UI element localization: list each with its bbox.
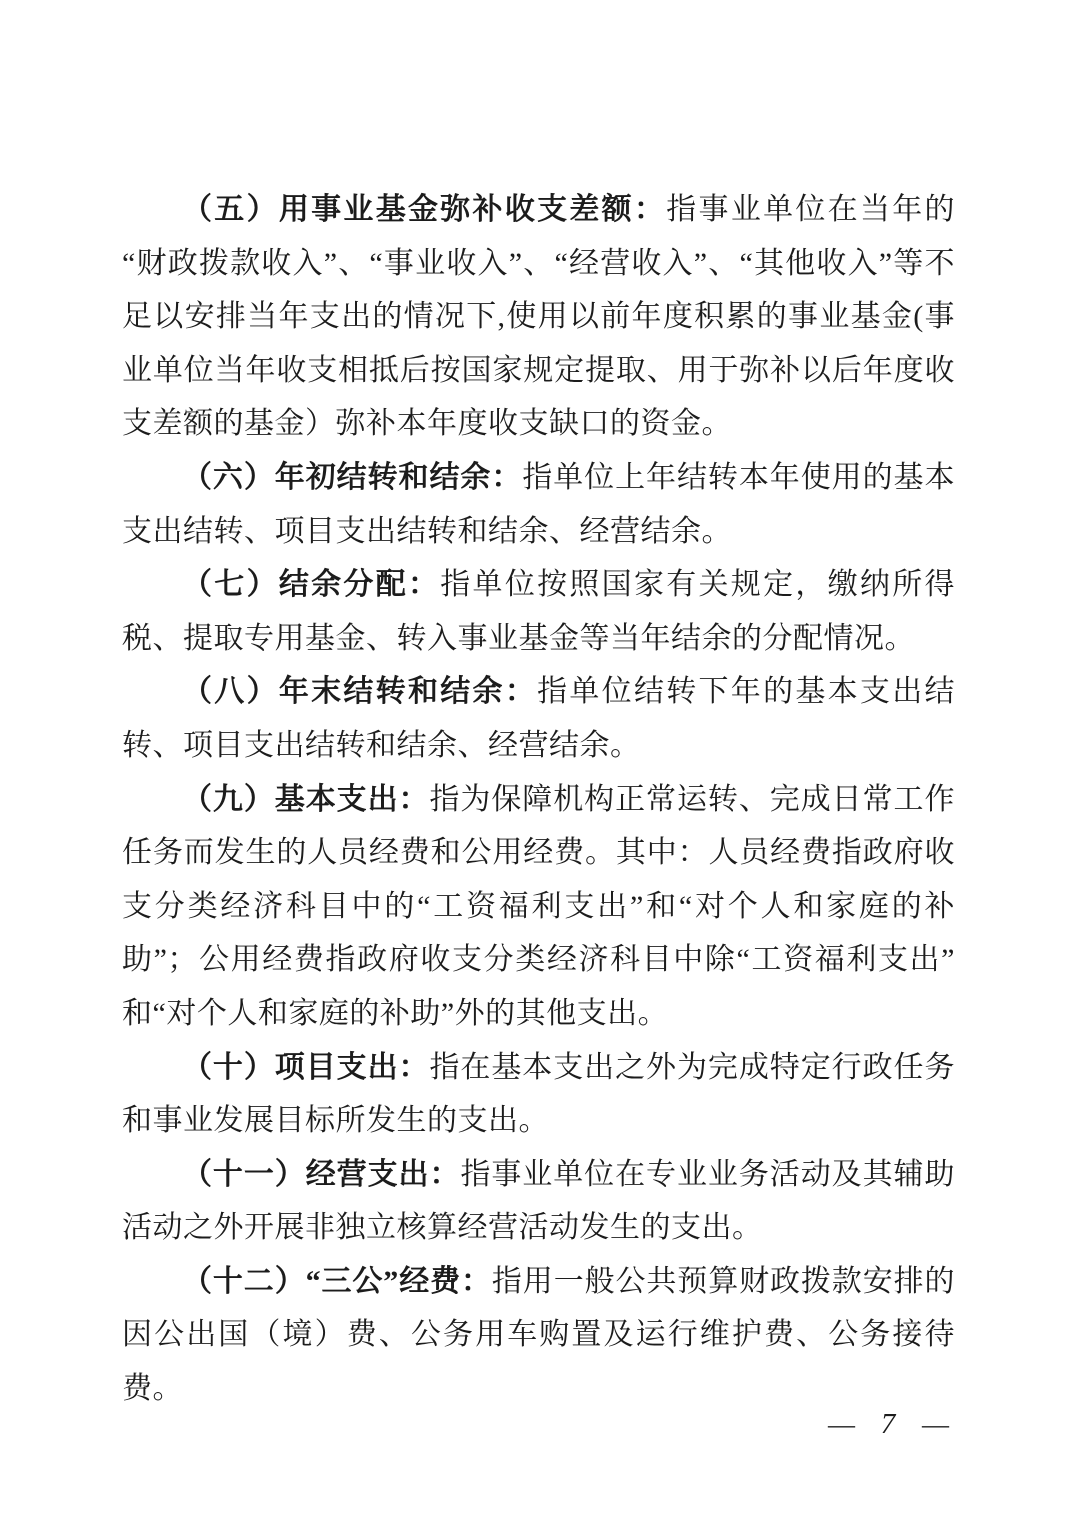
- paragraph: [122, 451, 955, 558]
- paragraph-lead: （五）用事业基金弥补收支差额：: [182, 193, 667, 226]
- paragraph-body: 指在基本支出之外为完成特定行政任务和事业发展目标所发生的支出。: [122, 1050, 955, 1138]
- paragraph: [122, 558, 955, 665]
- paragraph-body: 指为保障机构正常运转、完成日常工作任务而发生的人员经费和公用经费。其中：人员经费指政府收支分类经济科目中的“工资福利支出”和“对个人和家庭的补助”；公用经费指政府收支分类经济科目中除“工资福利支出”和“对个人和家庭的补助”外的其他支出。: [122, 782, 955, 1030]
- paragraph-lead: （九）基本支出：: [182, 782, 430, 816]
- paragraph-body: 指单位按照国家有关规定，缴纳所得税、提取专用基金、转入事业基金等当年结余的分配情况。: [122, 568, 956, 655]
- paragraph-body: 指单位结转下年的基本支出结转、项目支出结转和结余、经营结余。: [122, 675, 956, 762]
- paragraph: [122, 1148, 955, 1255]
- page-number: 7: [880, 1408, 896, 1440]
- paragraph-body: 指用一般公共预算财政拨款安排的因公出国（境）费、公务用车购置及运行维护费、公务接待费。: [122, 1264, 956, 1406]
- document-content: [122, 183, 955, 1416]
- paragraph: [122, 1041, 955, 1148]
- footer-left-dash: —: [828, 1409, 854, 1439]
- paragraph-body: 指单位上年结转本年使用的基本支出结转、项目支出结转和结余、经营结余。: [122, 460, 955, 548]
- footer-right-dash: —: [922, 1409, 948, 1439]
- paragraph-lead: （七）结余分配：: [182, 568, 441, 602]
- paragraph: [122, 773, 955, 1041]
- paragraph-lead: （十）项目支出：: [182, 1050, 430, 1084]
- paragraph-lead: （十二）“三公”经费：: [182, 1264, 492, 1298]
- paragraph-lead: （六）年初结转和结余：: [182, 460, 523, 494]
- paragraph-body: 指事业单位在当年的“财政拨款收入”、“事业收入”、“经营收入”、“其他收入”等不足以安排当年支出的情况下,使用以前年度积累的事业基金(事业单位当年收支相抵后按国家规定提取、用于弥补以后年度收支差额的基金）弥补本年度收支缺口的资金。: [122, 193, 956, 441]
- paragraph-lead: （十一）经营支出：: [182, 1157, 461, 1191]
- paragraph-body: 指事业单位在专业业务活动及其辅助活动之外开展非独立核算经营活动发生的支出。: [122, 1157, 955, 1245]
- paragraph: [122, 183, 955, 451]
- page-footer: [828, 1404, 948, 1444]
- paragraph-lead: （八）年末结转和结余：: [182, 675, 538, 709]
- paragraph: [122, 1255, 955, 1416]
- paragraph: [122, 665, 955, 772]
